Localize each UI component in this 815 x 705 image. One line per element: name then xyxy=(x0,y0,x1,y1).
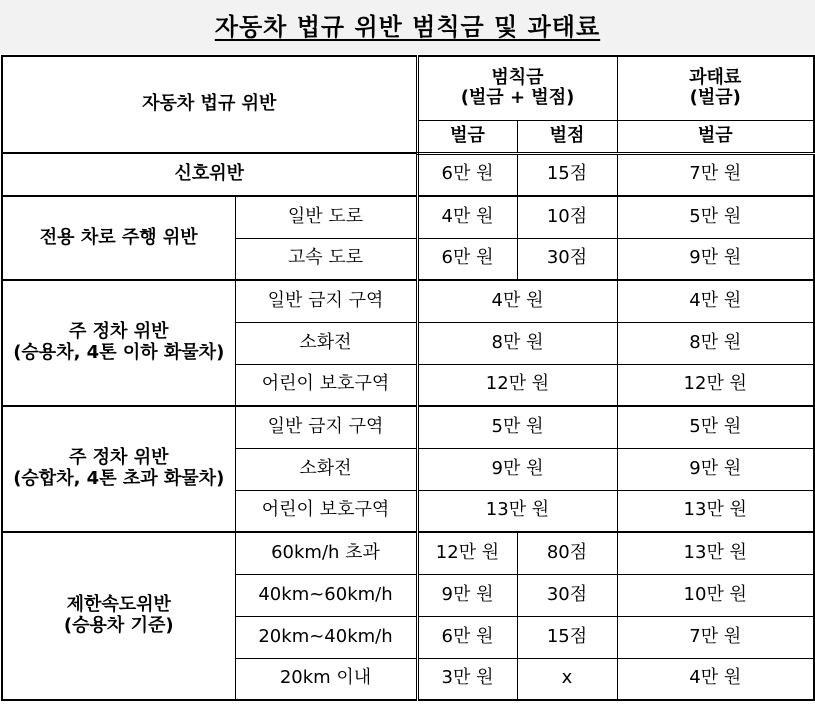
header-points: 벌점 xyxy=(517,120,617,153)
penalty-cell: 5만 원 xyxy=(617,406,814,448)
fine-cell: 9만 원 xyxy=(417,574,517,616)
fine-table xyxy=(1,55,815,701)
sub-category-cell: 일반 금지 구역 xyxy=(235,406,417,448)
penalty-cell: 7만 원 xyxy=(617,616,814,658)
sub-category-cell: 소화전 xyxy=(235,322,417,364)
page-title: 자동차 법규 위반 범칙금 및 과태료 xyxy=(214,13,601,41)
sub-category-cell: 일반 금지 구역 xyxy=(235,280,417,322)
points-cell: x xyxy=(517,658,617,700)
penalty-cell: 13만 원 xyxy=(617,532,814,574)
fine-cell: 4만 원 xyxy=(417,280,617,322)
section-name-line1: 제한속도위반 xyxy=(66,594,171,616)
table-row xyxy=(2,280,814,322)
sub-category-cell: 20km~40km/h xyxy=(235,616,417,658)
table-row xyxy=(2,532,814,574)
fine-cell: 6만 원 xyxy=(417,153,517,196)
penalty-cell: 4만 원 xyxy=(617,280,814,322)
sub-category-cell: 소화전 xyxy=(235,448,417,490)
header-fine-group-line1: 범칙금 xyxy=(491,66,544,88)
section-name-line1: 주 정차 위반 xyxy=(69,447,169,469)
sub-category-cell: 어린이 보호구역 xyxy=(235,490,417,532)
header-penalty-group-line1: 과태료 xyxy=(689,66,742,88)
fine-cell: 8만 원 xyxy=(417,322,617,364)
penalty-cell: 9만 원 xyxy=(617,448,814,490)
section-name xyxy=(2,532,235,700)
penalty-cell: 4만 원 xyxy=(617,658,814,700)
section-name: 전용 차로 주행 위반 xyxy=(2,196,235,280)
sub-category-cell: 20km 이내 xyxy=(235,658,417,700)
points-cell: 10점 xyxy=(517,196,617,238)
section-name xyxy=(2,280,235,406)
points-cell: 15점 xyxy=(517,616,617,658)
penalty-cell: 8만 원 xyxy=(617,322,814,364)
fine-cell: 6만 원 xyxy=(417,238,517,280)
header-penalty-group xyxy=(617,56,814,120)
points-cell: 30점 xyxy=(517,238,617,280)
points-cell: 15점 xyxy=(517,153,617,196)
sub-category-cell: 고속 도로 xyxy=(235,238,417,280)
header-penalty-group-line2: (벌금) xyxy=(689,87,741,109)
section-name-line2: (승용차, 4톤 이하 화물차) xyxy=(13,342,225,363)
penalty-cell: 12만 원 xyxy=(617,364,814,406)
sub-category-cell: 40km~60km/h xyxy=(235,574,417,616)
penalty-cell: 5만 원 xyxy=(617,196,814,238)
penalty-cell: 7만 원 xyxy=(617,153,814,196)
section-name: 신호위반 xyxy=(2,153,417,196)
table-row xyxy=(2,406,814,448)
table-row xyxy=(2,196,814,238)
fine-cell: 4만 원 xyxy=(417,196,517,238)
sub-category-cell: 어린이 보호구역 xyxy=(235,364,417,406)
section-name-line2: (승용차 기준) xyxy=(63,615,174,636)
fine-cell: 12만 원 xyxy=(417,532,517,574)
fine-cell: 6만 원 xyxy=(417,616,517,658)
header-violation: 자동차 법규 위반 xyxy=(2,56,417,153)
table-row xyxy=(2,153,814,196)
sub-category-cell: 60km/h 초과 xyxy=(235,532,417,574)
section-name-line2: (승합차, 4톤 초과 화물차) xyxy=(13,468,225,489)
fine-cell: 9만 원 xyxy=(417,448,617,490)
points-cell: 30점 xyxy=(517,574,617,616)
section-name xyxy=(2,406,235,532)
header-fine: 벌금 xyxy=(417,120,517,153)
sub-category-cell: 일반 도로 xyxy=(235,196,417,238)
penalty-cell: 13만 원 xyxy=(617,490,814,532)
fine-cell: 13만 원 xyxy=(417,490,617,532)
header-fine-group xyxy=(417,56,617,120)
section-name-line1: 주 정차 위반 xyxy=(69,321,169,343)
header-penalty-fine: 벌금 xyxy=(617,120,814,153)
fine-cell: 5만 원 xyxy=(417,406,617,448)
fine-cell: 12만 원 xyxy=(417,364,617,406)
header-row-1 xyxy=(2,56,814,120)
penalty-cell: 9만 원 xyxy=(617,238,814,280)
fine-cell: 3만 원 xyxy=(417,658,517,700)
header-fine-group-line2: (벌금 + 벌점) xyxy=(460,87,575,109)
penalty-cell: 10만 원 xyxy=(617,574,814,616)
points-cell: 80점 xyxy=(517,532,617,574)
